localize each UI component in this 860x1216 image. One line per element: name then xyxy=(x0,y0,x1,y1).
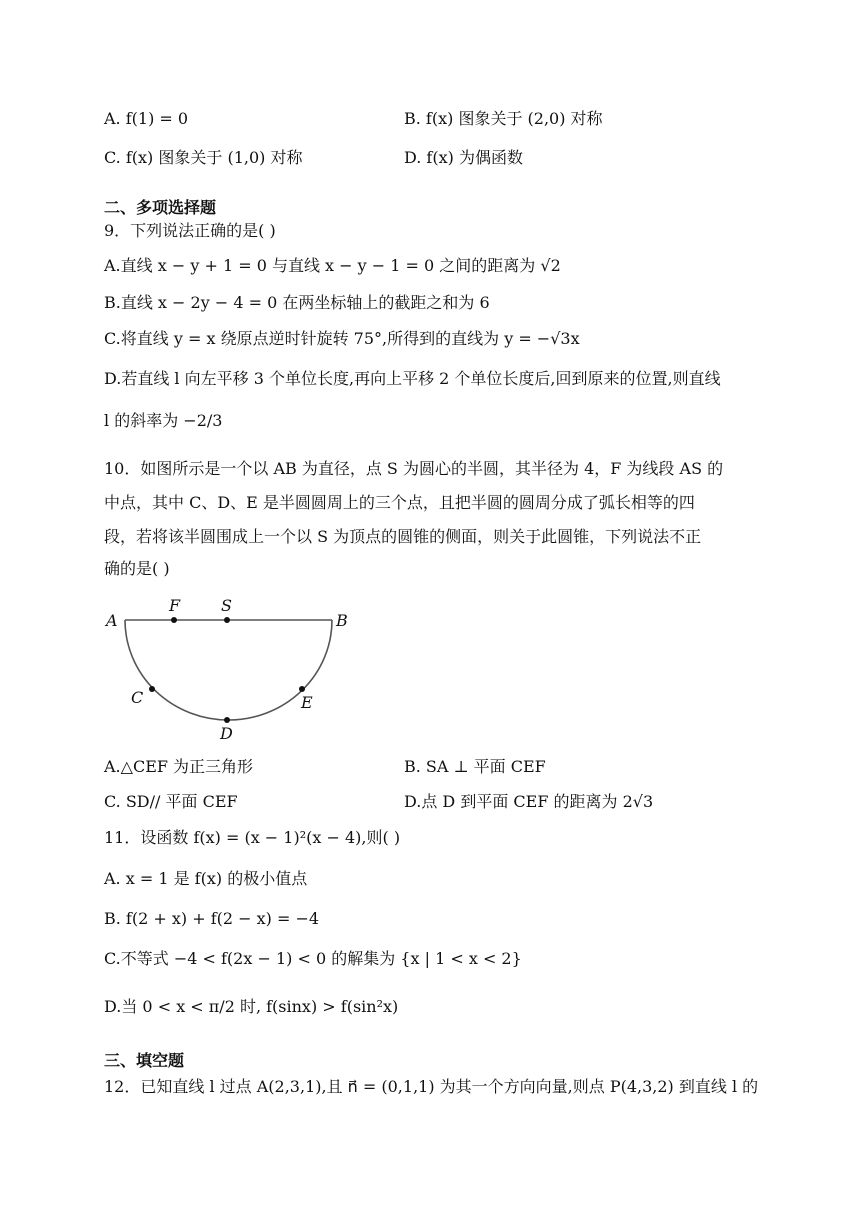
q9-option-d-line1: D.若直线 l 向左平移 3 个单位长度,再向上平移 2 个单位长度后,回到原来的位置,则直线 xyxy=(104,369,721,388)
label-e: E xyxy=(301,693,313,712)
label-b: B xyxy=(336,611,348,630)
q10-line-2: 中点，其中 C、D、E 是半圆圆周上的三个点，且把半圆的圆周分成了弧长相等的四 xyxy=(104,493,695,512)
q9-stem: 9．下列说法正确的是( ) xyxy=(104,221,276,240)
point-c xyxy=(149,686,155,692)
q11-option-a: A. x = 1 是 f(x) 的极小值点 xyxy=(104,869,308,888)
label-c: C xyxy=(131,688,144,707)
q11-option-d: D.当 0 < x < π/2 时, f(sinx) > f(sin²x) xyxy=(104,997,399,1016)
q10-line-3: 段，若将该半圆围成上一个以 S 为顶点的圆锥的侧面，则关于此圆锥，下列说法不正 xyxy=(104,527,702,546)
q10-option-a: A.△CEF 为正三角形 xyxy=(104,757,254,776)
section-3-title: 三、填空题 xyxy=(104,1051,185,1070)
q8-option-b: B. f(x) 图象关于 (2,0) 对称 xyxy=(404,109,603,128)
q10-option-b: B. SA ⊥ 平面 CEF xyxy=(404,757,546,776)
q8-option-d: D. f(x) 为偶函数 xyxy=(404,148,523,167)
point-e xyxy=(299,686,305,692)
q10-line-4: 确的是( ) xyxy=(104,559,170,578)
point-d xyxy=(224,717,230,723)
semicircle-figure xyxy=(100,595,360,745)
q9-option-b: B.直线 x − 2y − 4 = 0 在两坐标轴上的截距之和为 6 xyxy=(104,293,490,312)
point-s xyxy=(224,617,230,623)
q10-option-d: D.点 D 到平面 CEF 的距离为 2√3 xyxy=(404,792,654,811)
q9-option-d-line2: l 的斜率为 −2/3 xyxy=(104,411,223,430)
q8-option-a: A. f(1) = 0 xyxy=(104,109,189,128)
section-2-title: 二、多项选择题 xyxy=(104,198,217,217)
q9-option-c: C.将直线 y = x 绕原点逆时针旋转 75°,所得到的直线为 y = −√3x xyxy=(104,329,580,348)
q11-option-b: B. f(2 + x) + f(2 − x) = −4 xyxy=(104,909,320,928)
point-f xyxy=(171,617,177,623)
q10-line-1: 10．如图所示是一个以 AB 为直径，点 S 为圆心的半圆，其半径为 4，F 为线段 AS 的 xyxy=(104,459,724,478)
label-d: D xyxy=(220,724,233,743)
q8-option-c: C. f(x) 图象关于 (1,0) 对称 xyxy=(104,148,303,167)
label-f: F xyxy=(169,596,181,615)
q9-option-a: A.直线 x − y + 1 = 0 与直线 x − y − 1 = 0 之间的距离为 √2 xyxy=(104,256,561,275)
q11-option-c: C.不等式 −4 < f(2x − 1) < 0 的解集为 {x | 1 < x < 2} xyxy=(104,949,522,968)
q11-stem: 11．设函数 f(x) = (x − 1)²(x − 4),则( ) xyxy=(104,828,401,847)
label-a: A xyxy=(106,611,118,630)
q10-option-c: C. SD// 平面 CEF xyxy=(104,792,238,811)
q12-stem: 12．已知直线 l 过点 A(2,3,1),且 n⃗ = (0,1,1) 为其一个方向向量,则点 P(4,3,2) 到直线 l 的 xyxy=(104,1077,759,1096)
label-s: S xyxy=(221,596,232,615)
